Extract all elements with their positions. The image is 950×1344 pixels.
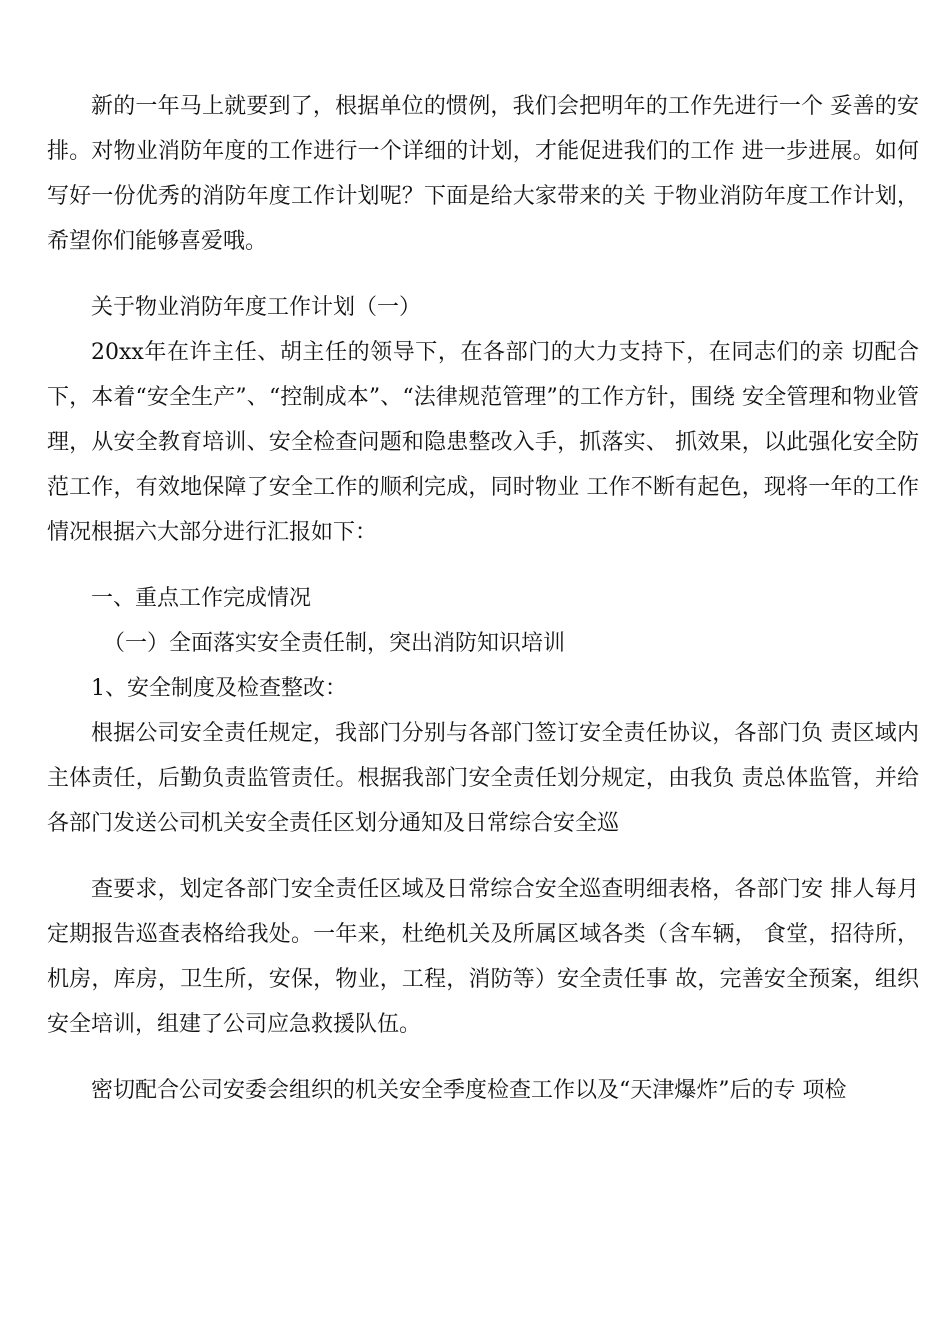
subsection-heading: （一）全面落实安全责任制，突出消防知识培训: [103, 631, 566, 656]
plan-title: 关于物业消防年度工作计划（一）: [91, 295, 422, 320]
section-heading: 一、重点工作完成情况: [91, 586, 312, 611]
document-page: [47, 84, 919, 1113]
inspection-paragraph: 查要求，划定各部门安全责任区域及日常综合安全巡查明细表格，各部门安 排人每月定期报告巡查表格给我处。一年来，杜绝机关及所属区域各类（含车辆， 食堂，招待所，机房，库房，卫生所，安保，物业，工程，消防等）安全责任事 故，完善安全预案，组织安全培训，组建了公司应急救援队伍。: [47, 877, 919, 1037]
responsibility-paragraph: 根据公司安全责任规定，我部门分别与各部门签订安全责任协议，各部门负 责区域内主体责任，后勤负责监管责任。根据我部门安全责任划分规定，由我负 责总体监管，并给各部门发送公司机关安全责任区划分通知及日常综合安全巡: [47, 721, 919, 836]
summary-paragraph: 20xx年在许主任、胡主任的领导下，在各部门的大力支持下，在同志们的亲 切配合下，本着“安全生产”、“控制成本”、“法律规范管理”的工作方针，围绕 安全管理和物业管理，从安全教育培训、安全检查问题和隐患整改入手，抓落实、 抓效果，以此强化安全防范工作，有效地保障了安全工作的顺利完成，同时物业 工作不断有起色，现将一年的工作情况根据六大部分进行汇报如下：: [47, 340, 919, 545]
intro-paragraph: 新的一年马上就要到了，根据单位的惯例，我们会把明年的工作先进行一个 妥善的安排。对物业消防年度的工作进行一个详细的计划，才能促进我们的工作 进一步进展。如何写好一份优秀的消防年度工作计划呢？下面是给大家带来的关 于物业消防年度工作计划，希望你们能够喜爱哦。: [47, 94, 919, 254]
item-heading: 1、安全制度及检查整改：: [91, 676, 347, 701]
cooperation-paragraph: 密切配合公司安委会组织的机关安全季度检查工作以及“天津爆炸”后的专 项检: [91, 1078, 847, 1103]
